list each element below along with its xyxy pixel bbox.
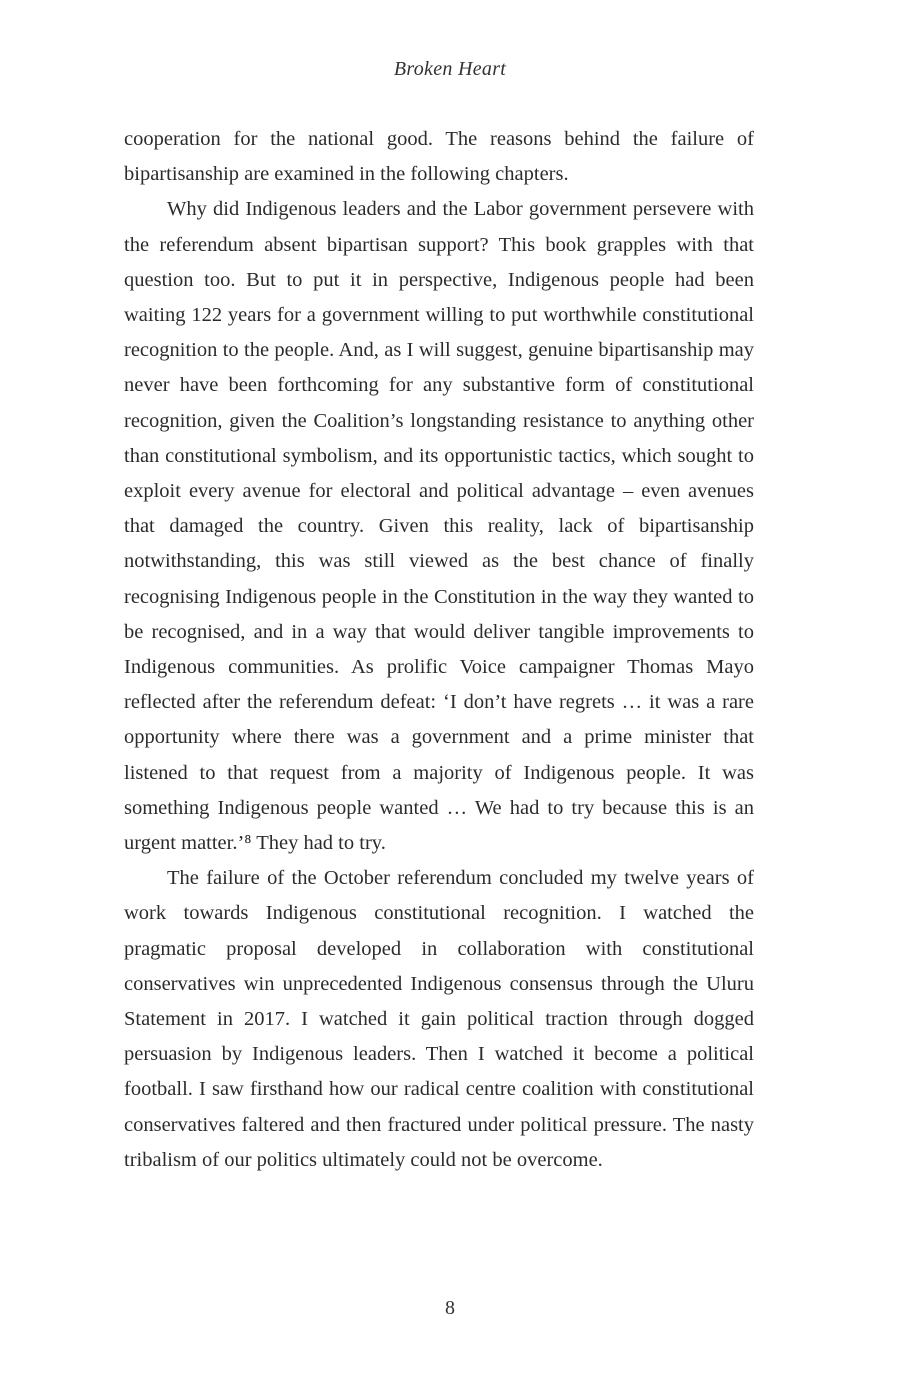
paragraph: The failure of the October referendum concluded my twelve years of work towards Indigenous constitutional recognition. I watched the pragmatic proposal developed in collaboration with constitutional conservatives win unprecedented Indigenous consensus through the Uluru Statement in 2017. I watched it gain political traction through dogged persuasion by Indigenous leaders. Then I watched it become a political football. I saw firsthand how our radical centre coalition with constitutional conservatives faltered and then fractured under political pressure. The nasty tribalism of our politics ultimately could not be overcome.: [124, 867, 754, 1171]
running-head: Broken Heart: [393, 58, 507, 80]
paragraph-continued: cooperation for the national good. The reasons behind the failure of bipartisanship are examined in the following chapters.: [124, 128, 754, 186]
page-number: 8: [445, 1297, 455, 1319]
paragraph: Why did Indigenous leaders and the Labor government persevere with the referendum absent bipartisan support? This book grapples with that question too. But to put it in perspective, Indigenous people had been waiting 122 years for a government willing to put worthwhile constitutional recognition to the people. And, as I will suggest, genuine bipartisanship may never have been forthcoming for any substantive form of constitutional recognition, given the Coalition’s longstanding resistance to anything other than constitutional symbolism, and its opportunistic tactics, which sought to exploit every avenue for electoral and political advantage – even avenues that damaged the country. Given this reality, lack of bipartisanship notwithstanding, this was still viewed as the best chance of finally recognising Indigenous people in the Constitution in the way they wanted to be recognised, and in a way that would deliver tangible improvements to Indigenous communities. As prolific Voice campaigner Thomas Mayo reflected after the referendum defeat: ‘I don’t have regrets … it was a rare opportunity where there was a government and a prime minister that listened to that request from a majority of Indigenous people. It was something Indigenous people wanted … We had to try because this is an urgent matter.’⁸ They had to try.: [124, 198, 754, 855]
body-text: [124, 122, 754, 1178]
